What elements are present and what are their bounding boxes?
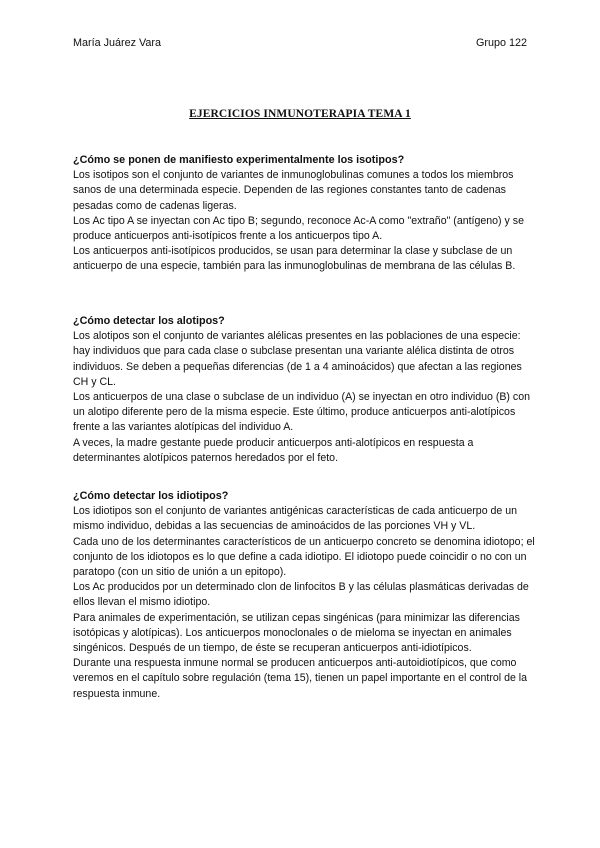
paragraph: Los idiotipos son el conjunto de variantes antigénicas características de cada anticuerpo de un mismo individuo, debidas a las secuencias de aminoácidos de las porciones VH y VL. bbox=[73, 505, 518, 533]
paragraph: Cada uno de los determinantes característicos de un anticuerpo concreto se denomina idiotopo; el conjunto de los idiotopos es lo que define a cada idiotipo. El idiotopo puede coincidir o no con un paratopo (con un sitio de unión a un epitopo). bbox=[73, 535, 535, 579]
paragraph: Los Ac producidos por un determinado clon de linfocitos B y las células plasmáticas derivadas de ellos llevan el mismo idiotipo. bbox=[73, 581, 529, 609]
section-question: ¿Cómo detectar los idiotipos? bbox=[73, 490, 229, 502]
paragraph: Para animales de experimentación, se utilizan cepas singénicas (para minimizar las diferencias isotópicas y alotípicas). Los anticuerpos monoclonales o de mieloma se inyectan en animales singénicos. Después de un tiempo, de éste se recuperan anticuerpos anti-idiotípicos. bbox=[73, 611, 520, 655]
paragraph: Los isotipos son el conjunto de variantes de inmunoglobulinas comunes a todos los miembros sanos de una determinada especie. Dependen de las regiones constantes tanto de cadenas pesadas como de cadenas ligeras. bbox=[73, 169, 514, 212]
section-idiotipos bbox=[73, 489, 535, 702]
paragraph: Los anticuerpos anti-isotípicos producidos, se usan para determinar la clase y subclase de un anticuerpo de una especie, también para las inmunoglobulinas de membrana de las células B. bbox=[73, 245, 516, 273]
section-alotipos bbox=[73, 314, 535, 466]
paragraph: Los alotipos son el conjunto de variantes alélicas presentes en las poblaciones de una especie: hay individuos que para cada clase o subclase presentan una variante alélica distinta de otros individuos. Se deben a pequeñas diferencias (de 1 a 4 aminoácidos) que afectan a las regiones CH y CL. bbox=[73, 330, 522, 388]
section-isotipos bbox=[73, 153, 535, 275]
paragraph: Durante una respuesta inmune normal se producen anticuerpos anti-autoidiotípicos, que como veremos en el capítulo sobre regulación (tema 15), tienen un papel importante en el control de la respuesta inmune. bbox=[73, 657, 528, 700]
paragraph: Los Ac tipo A se inyectan con Ac tipo B; segundo, reconoce Ac-A como "extraño" (antígeno) y se produce anticuerpos anti-isotípicos frente a los anticuerpos tipo A. bbox=[73, 214, 524, 243]
document-title: EJERCICIOS INMUNOTERAPIA TEMA 1 bbox=[189, 108, 411, 120]
section-question: ¿Cómo detectar los alotipos? bbox=[73, 315, 225, 327]
paragraph: A veces, la madre gestante puede producir anticuerpos anti-alotípicos en respuesta a determinantes alotípicos paternos heredados por el feto. bbox=[73, 436, 474, 464]
paragraph: Los anticuerpos de una clase o subclase de un individuo (A) se inyectan en otro individuo (B) con un alotipo diferente pero de la misma especie. Este último, produce anticuerpos anti-alotípicos frente a las variantes alotípicas del individuo A. bbox=[73, 391, 530, 434]
author-name: María Juárez Vara bbox=[73, 37, 162, 49]
group-label: Grupo 122 bbox=[475, 37, 527, 49]
section-question: ¿Cómo se ponen de manifiesto experimentalmente los isotipos? bbox=[73, 154, 405, 166]
